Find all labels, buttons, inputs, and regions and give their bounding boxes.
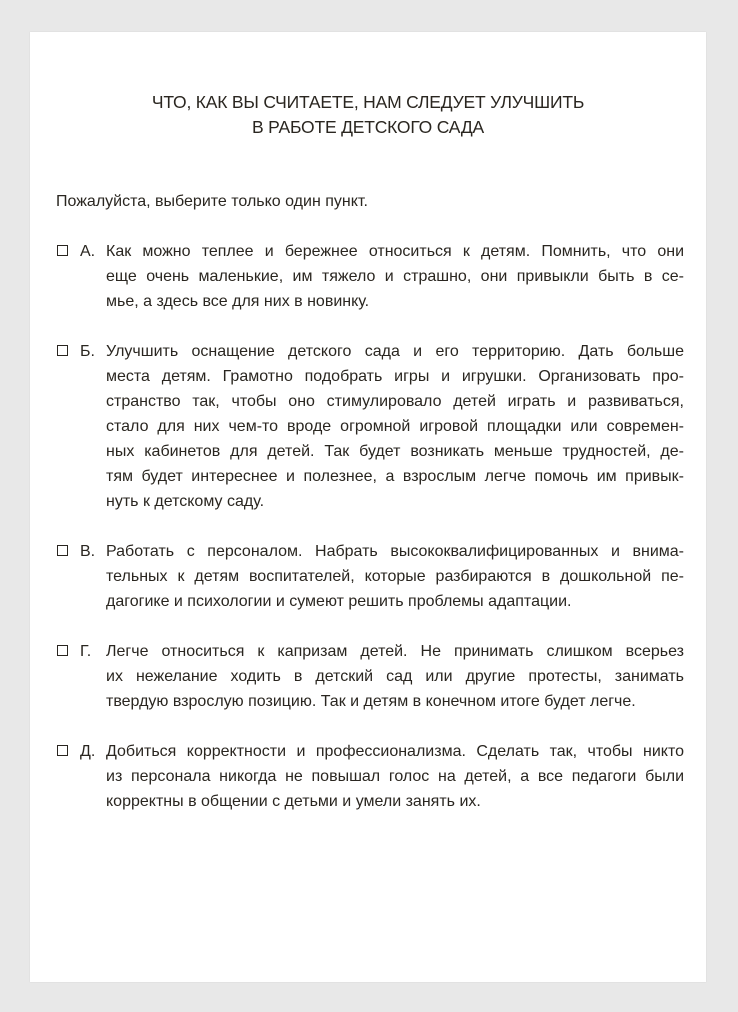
checkbox-icon[interactable] bbox=[57, 645, 68, 656]
option-line: места детям. Грамотно подобрать игры и игрушки. Организовать про- bbox=[106, 368, 684, 385]
option-text bbox=[106, 739, 684, 814]
option-line: их нежелание ходить в детский сад или другие протесты, занимать bbox=[106, 668, 684, 685]
option-text bbox=[106, 639, 684, 714]
instruction-text: Пожалуйста, выберите только один пункт. bbox=[56, 193, 368, 210]
option-line: корректны в общении с детьми и умели занять их. bbox=[106, 793, 481, 810]
title-line-2: В РАБОТЕ ДЕТСКОГО САДА bbox=[252, 117, 484, 137]
option-text bbox=[106, 339, 684, 514]
option-line: Добиться корректности и профессионализма. Сделать так, чтобы никто bbox=[106, 743, 684, 760]
option-line: Работать с персоналом. Набрать высококвалифицированных и внима- bbox=[106, 543, 684, 560]
option-text bbox=[106, 239, 684, 314]
option-a[interactable] bbox=[56, 239, 686, 314]
option-letter: Г. bbox=[80, 643, 92, 660]
document-page bbox=[30, 32, 706, 982]
option-letter: А. bbox=[80, 243, 96, 260]
page-title bbox=[30, 90, 706, 140]
checkbox-icon[interactable] bbox=[57, 545, 68, 556]
option-line: стало для них чем-то вроде огромной игровой площадки или современ- bbox=[106, 418, 684, 435]
option-line: дагогике и психологии и сумеют решить проблемы адаптации. bbox=[106, 593, 572, 610]
option-v[interactable] bbox=[56, 539, 686, 614]
option-line: Легче относиться к капризам детей. Не принимать слишком всерьез bbox=[106, 643, 684, 660]
option-d[interactable] bbox=[56, 739, 686, 814]
title-line-1: ЧТО, КАК ВЫ СЧИТАЕТЕ, НАМ СЛЕДУЕТ УЛУЧШИТЬ bbox=[151, 92, 585, 112]
checkbox-icon[interactable] bbox=[57, 345, 68, 356]
option-letter: В. bbox=[80, 543, 96, 560]
option-line: еще очень маленькие, им тяжело и страшно, они привыкли быть в се- bbox=[106, 268, 684, 285]
option-line: из персонала никогда не повышал голос на детей, а все педагоги были bbox=[106, 768, 684, 785]
option-letter: Д. bbox=[80, 743, 96, 760]
option-line: странство так, чтобы оно стимулировало детей играть и развиваться, bbox=[106, 393, 684, 410]
option-line: твердую взрослую позицию. Так и детям в конечном итоге будет легче. bbox=[106, 693, 636, 710]
option-text bbox=[106, 539, 684, 614]
checkbox-icon[interactable] bbox=[57, 745, 68, 756]
option-line: тельных к детям воспитателей, которые разбираются в дошкольной пе- bbox=[106, 568, 684, 585]
option-line: нуть к детскому саду. bbox=[106, 493, 265, 510]
option-line: тям будет интереснее и полезнее, а взрослым легче помочь им привык- bbox=[106, 468, 684, 485]
option-line: Как можно теплее и бережнее относиться к детям. Помнить, что они bbox=[106, 243, 684, 260]
option-b[interactable] bbox=[56, 339, 686, 514]
option-line: мье, а здесь все для них в новинку. bbox=[106, 293, 370, 310]
option-line: Улучшить оснащение детского сада и его территорию. Дать больше bbox=[106, 343, 684, 360]
option-g[interactable] bbox=[56, 639, 686, 714]
checkbox-icon[interactable] bbox=[57, 245, 68, 256]
option-line: ных кабинетов для детей. Так будет возникать меньше трудностей, де- bbox=[106, 443, 684, 460]
option-letter: Б. bbox=[80, 343, 95, 360]
